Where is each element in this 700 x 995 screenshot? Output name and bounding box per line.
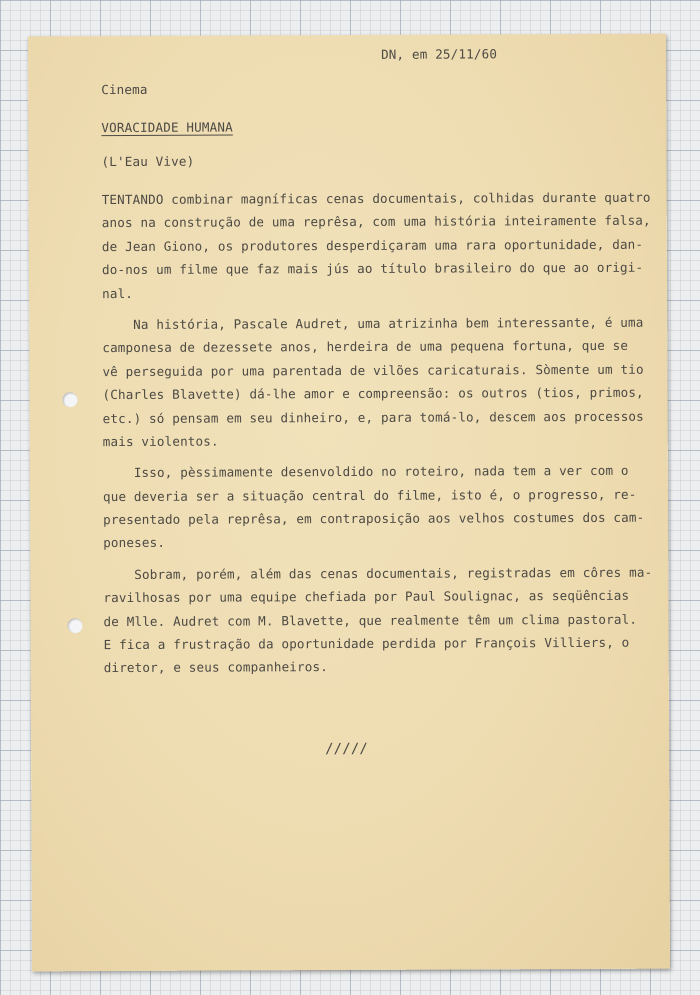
section-label: Cinema xyxy=(101,81,148,98)
text-line: que deveria ser a situação central do filme, isto é, o progresso, re- xyxy=(102,486,637,504)
text-line: de Jean Giono, os produtores desperdiçaram uma rara oportunidade, dan- xyxy=(101,236,644,254)
article-body xyxy=(101,186,653,680)
end-mark: ///// xyxy=(325,740,369,758)
text-line: nal. xyxy=(102,285,134,301)
text-line: vê perseguida por uma parentada de vilões caricaturais. Sòmente um tio xyxy=(102,361,644,379)
text-line: TENTANDO combinar magníficas cenas documentais, colhidas durante quatro xyxy=(101,189,651,208)
text-line: (Charles Blavette) dá-lhe amor e compreensão: os outros (tios, primos, xyxy=(102,384,644,403)
paragraph xyxy=(101,186,651,305)
paragraph xyxy=(103,561,653,680)
text-line: E fica a frustração da oportunidade perdida por François Villiers, o xyxy=(103,634,630,653)
text-line: Sobram, porém, além das cenas documentais, registradas em côres ma- xyxy=(103,564,653,582)
punch-hole xyxy=(68,618,83,633)
original-title: (L'Eau Vive) xyxy=(101,153,195,170)
text-line: anos na construção de uma reprêsa, com uma história inteiramente falsa, xyxy=(101,213,651,231)
text-line: de Mlle. Audret com M. Blavette, que realmente têm um clima pastoral. xyxy=(103,611,638,629)
paragraph xyxy=(103,459,643,555)
text-line: mais violentos. xyxy=(102,433,219,449)
typed-page xyxy=(28,34,670,972)
text-line: ravilhosas por uma equipe chefiada por Paul Soulignac, as seqüências xyxy=(103,588,630,606)
dateline: DN, em 25/11/60 xyxy=(381,46,498,62)
text-line: do-nos um filme que faz mais jús ao título brasileiro do que ao origi- xyxy=(101,259,644,278)
text-line: Na história, Pascale Audret, uma atrizinha bem interessante, é uma xyxy=(102,314,644,333)
text-line: poneses. xyxy=(103,535,166,551)
text-line: diretor, e seus companheiros. xyxy=(103,659,328,676)
text-line: Isso, pèssimamente desenvoldido no roteiro, nada tem a ver com o xyxy=(102,463,629,481)
text-line: etc.) só pensam em seu dinheiro, e, para tomá-lo, descem aos processos xyxy=(102,408,644,426)
text-line: presentado pela reprêsa, em contraposição aos velhos costumes dos cam- xyxy=(103,509,645,528)
text-line: camponesa de dezessete anos, herdeira de uma pequena fortuna, que se xyxy=(102,338,629,356)
punch-hole xyxy=(63,392,78,407)
paragraph xyxy=(102,311,643,454)
headline: VORACIDADE HUMANA xyxy=(101,119,233,136)
